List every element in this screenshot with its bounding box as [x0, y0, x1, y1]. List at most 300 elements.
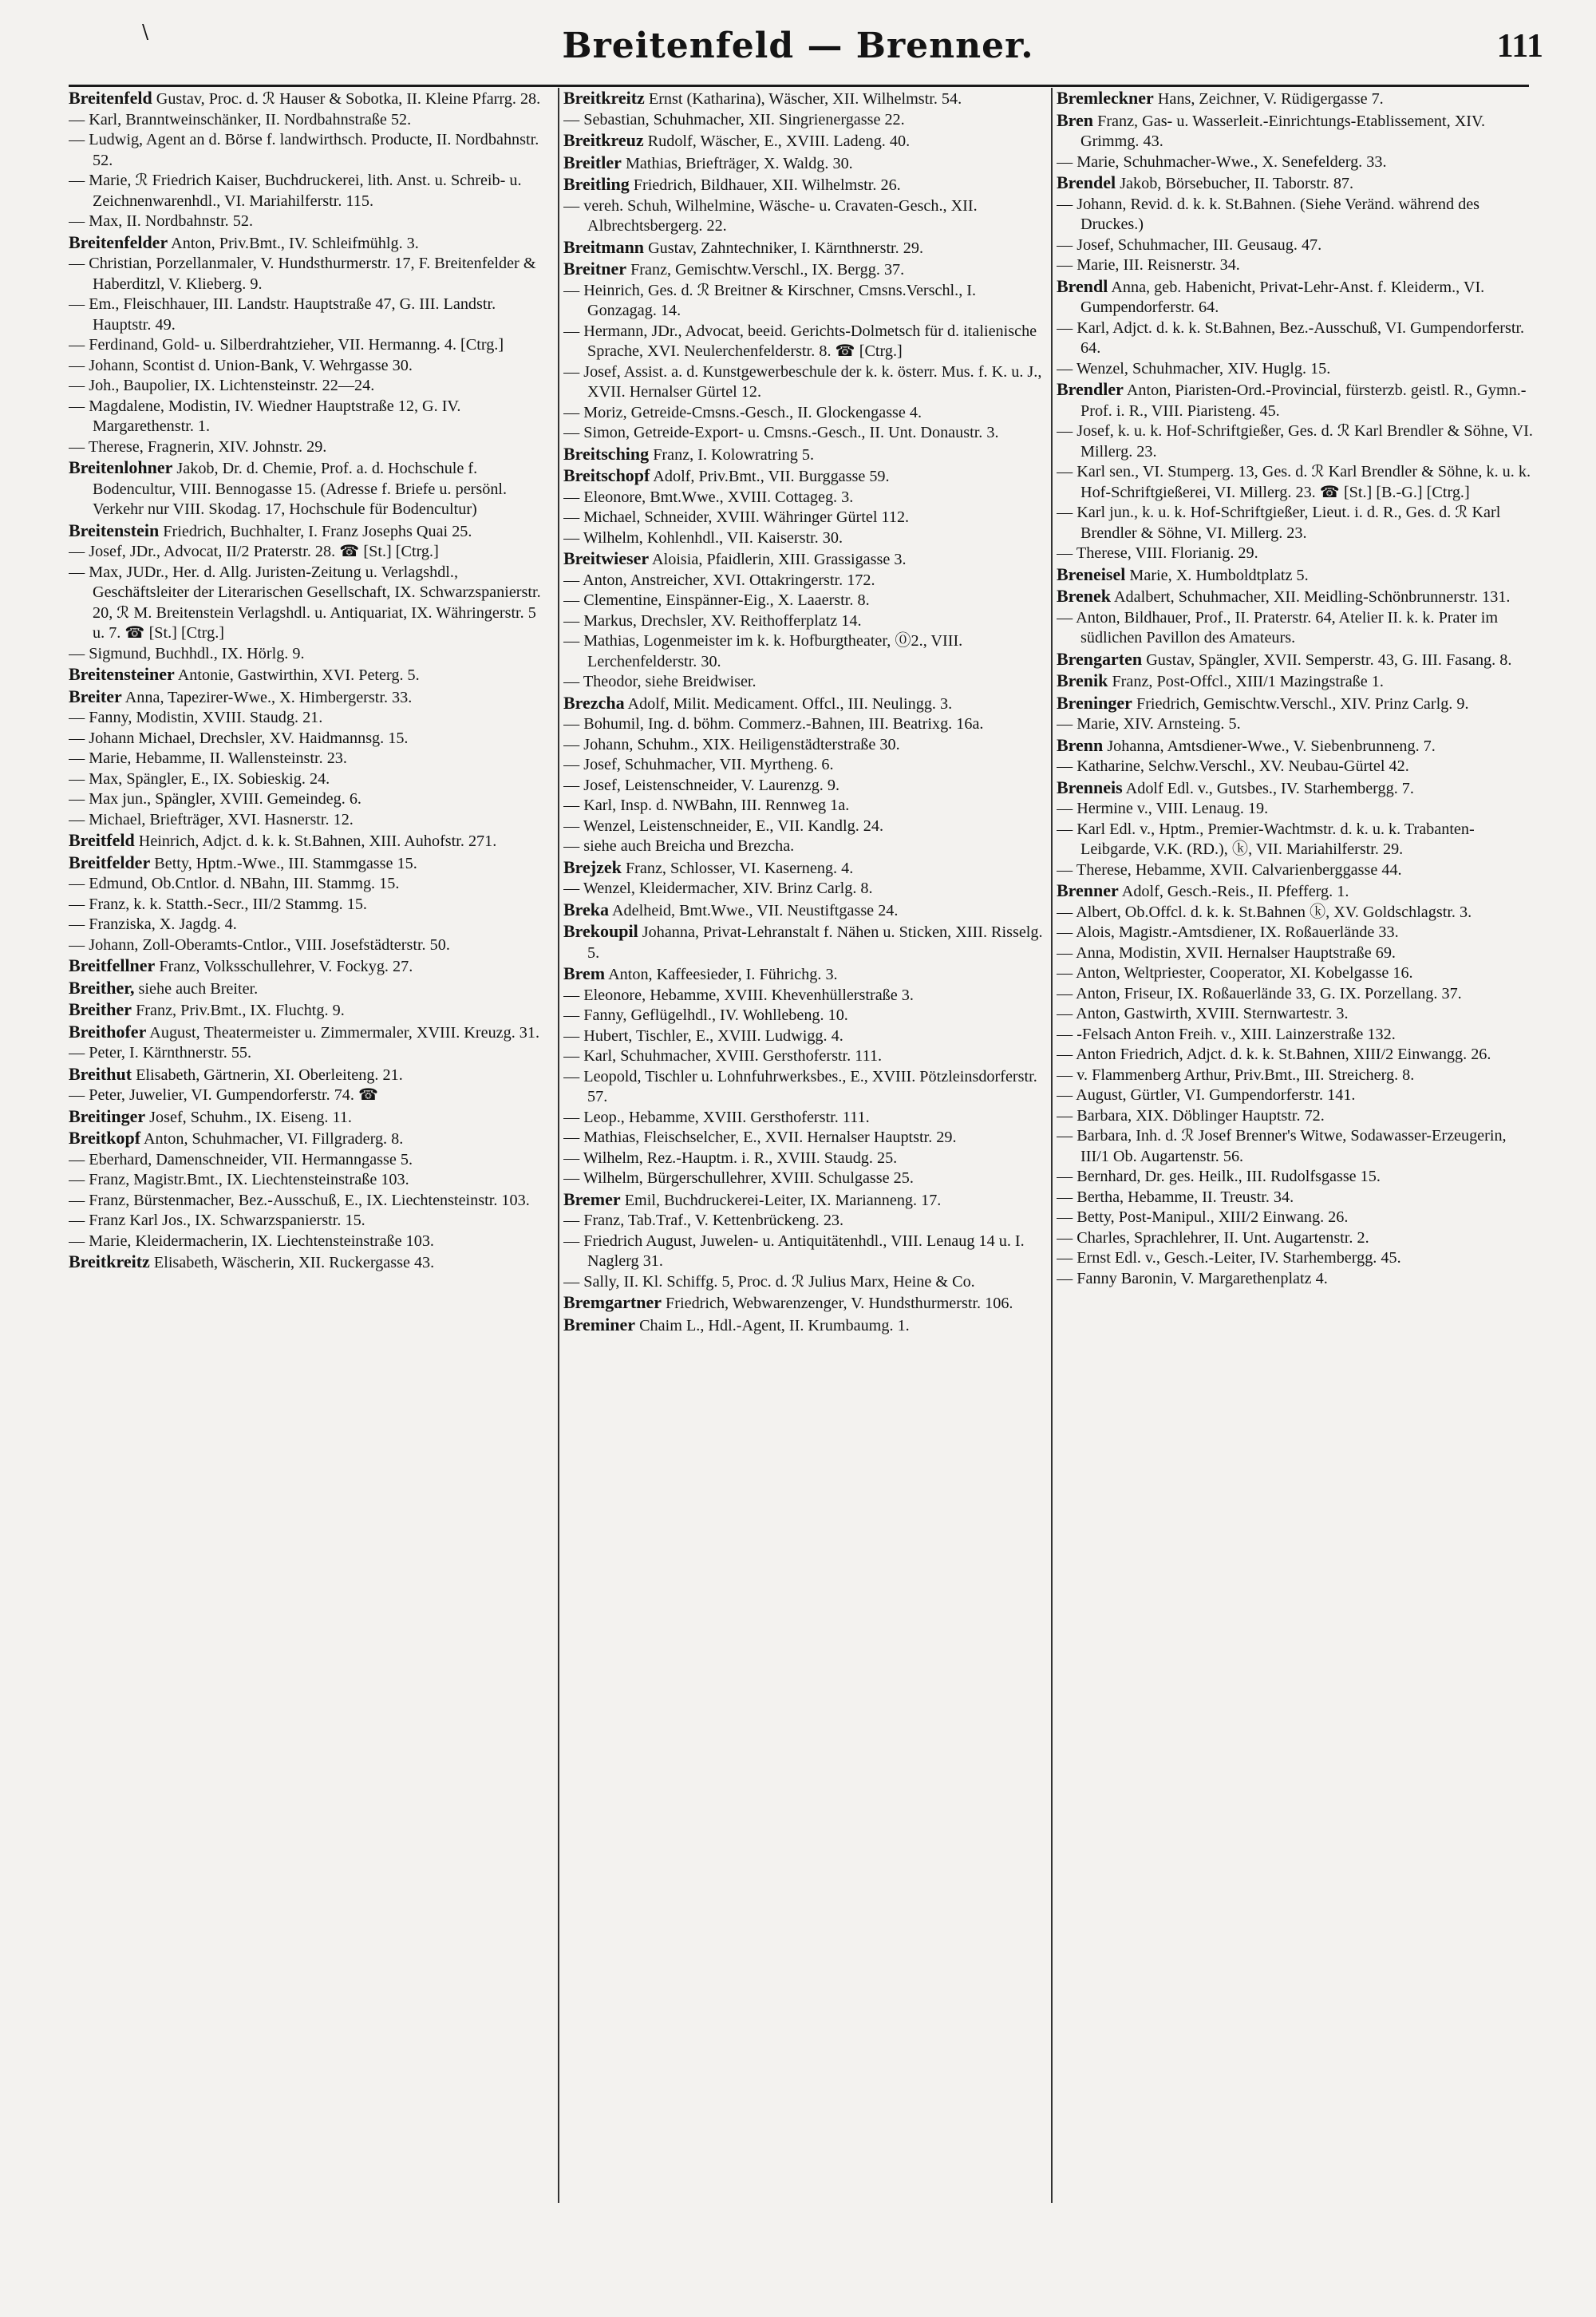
entry-surname: Breithut — [69, 1063, 132, 1084]
directory-entry — [69, 88, 549, 110]
entry-details: — Wilhelm, Bürgerschullehrer, XVIII. Schulgasse 25. — [563, 1169, 914, 1187]
entry-details: Friedrich, Bildhauer, XII. Wilhelmstr. 26. — [629, 176, 901, 194]
entry-details: — August, Gürtler, VI. Gumpendorferstr. 141. — [1057, 1086, 1356, 1104]
entry-details: — Karl jun., k. u. k. Hof-Schriftgießer, Lieut. i. d. R., Ges. d. ℛ Karl Brendler & Söhne, VI. Millerg. 23. — [1057, 504, 1501, 542]
entry-details: — Marie, Hebamme, II. Wallensteinstr. 23. — [69, 749, 347, 767]
directory-entry — [563, 281, 1044, 322]
entry-surname: Breitschopf — [563, 465, 650, 485]
entry-surname: Brenneis — [1057, 777, 1123, 797]
entry-details: Franz, Priv.Bmt., IX. Fluchtg. 9. — [132, 1002, 345, 1019]
directory-entry — [563, 528, 1044, 549]
entry-details: — Karl, Insp. d. NWBahn, III. Rennweg 1a. — [563, 797, 850, 814]
directory-entry — [1057, 1248, 1537, 1269]
directory-entry — [69, 563, 549, 644]
entry-surname: Breitmann — [563, 236, 645, 257]
directory-entry — [1057, 379, 1537, 421]
entry-details: — Heinrich, Ges. d. ℛ Breitner & Kirschner, Cmsns.Verschl., I. Gonzagag. 14. — [563, 281, 977, 319]
directory-entry — [1057, 586, 1537, 608]
directory-entry — [69, 830, 549, 852]
entry-details: Adolf, Milit. Medicament. Offcl., III. Neulingg. 3. — [624, 694, 953, 713]
entry-details: Johanna, Amtsdiener-Wwe., V. Siebenbrunneng. 7. — [1103, 737, 1436, 755]
entry-surname: Breitenlohner — [69, 457, 173, 477]
entry-details: — Marie, ℛ Friedrich Kaiser, Buchdruckerei, lith. Anst. u. Schreib- u. Zeichnenwarenhdl., VI. Mariahilferstr. 115. — [69, 172, 522, 210]
directory-entry — [1057, 943, 1537, 964]
entry-details: — Clementine, Einspänner-Eig., X. Laaerstr. 8. — [563, 591, 870, 609]
directory-entry — [1057, 359, 1537, 380]
entry-details: — Albert, Ob.Offcl. d. k. k. St.Bahnen ⓚ, XV. Goldschlagstr. 3. — [1057, 903, 1472, 921]
entry-details: — Anton, Anstreicher, XVI. Ottakringerstr. 172. — [563, 571, 875, 589]
directory-entry — [1057, 544, 1537, 564]
entry-surname: Breithofer — [69, 1021, 147, 1042]
directory-entry — [1057, 860, 1537, 881]
directory-entry — [69, 295, 549, 335]
directory-entry — [563, 322, 1044, 362]
directory-entry — [563, 986, 1044, 1006]
entry-details: Ernst (Katharina), Wäscher, XII. Wilhelmstr. 54. — [644, 90, 962, 108]
entry-details: Franz, Gemischtw.Verschl., IX. Bergg. 37. — [626, 261, 905, 279]
directory-entry — [1057, 1066, 1537, 1086]
directory-entry — [563, 174, 1044, 196]
entry-details: Adalbert, Schuhmacher, XII. Meidling-Schönbrunnerstr. 131. — [1111, 588, 1511, 606]
entry-details: Adolf, Gesch.-Reis., II. Pfefferg. 1. — [1118, 883, 1349, 900]
entry-details: — Johann Michael, Drechsler, XV. Haidmannsg. 15. — [69, 729, 409, 747]
directory-entry — [69, 1170, 549, 1191]
directory-entry — [69, 356, 549, 377]
directory-entry — [1057, 714, 1537, 735]
entry-details: Johanna, Privat-Lehranstalt f. Nähen u. Sticken, XIII. Risselg. 5. — [587, 923, 1043, 962]
entry-details: — Franziska, X. Jagdg. 4. — [69, 915, 237, 933]
entry-details: — Therese, Fragnerin, XIV. Johnstr. 29. — [69, 437, 327, 456]
directory-entry — [1057, 670, 1537, 693]
entry-details: Anna, geb. Habenicht, Privat-Lehr-Anst. f. Kleiderm., VI. Gumpendorferstr. 64. — [1080, 278, 1485, 316]
entry-surname: Brenek — [1057, 586, 1112, 606]
directory-entry — [1057, 608, 1537, 649]
entry-details: — Johann, Revid. d. k. k. St.Bahnen. (Siehe Veränd. während des Druckes.) — [1057, 195, 1480, 233]
entry-details: — Anna, Modistin, XVII. Hernalser Hauptstraße 69. — [1057, 943, 1396, 962]
directory-entry — [563, 1189, 1044, 1212]
entry-surname: Brengarten — [1057, 648, 1143, 669]
entry-surname: Breitwieser — [563, 548, 650, 568]
directory-entry — [563, 362, 1044, 403]
entry-surname: Breiter — [69, 686, 122, 706]
directory-entry — [1057, 1106, 1537, 1127]
directory-entry — [563, 735, 1044, 756]
directory-entry — [563, 237, 1044, 259]
entry-surname: Brezcha — [563, 692, 625, 713]
column-divider — [1051, 88, 1053, 2203]
directory-entry — [563, 1067, 1044, 1108]
directory-column-3 — [1057, 88, 1537, 2203]
entry-details: — Theodor, siehe Breidwiser. — [563, 673, 757, 690]
entry-surname: Brendl — [1057, 275, 1108, 296]
entry-details: — -Felsach Anton Freih. v., XIII. Lainzerstraße 132. — [1057, 1025, 1396, 1043]
directory-entry — [69, 874, 549, 895]
entry-details: — Hermine v., VIII. Lenaug. 19. — [1057, 800, 1269, 817]
directory-entry — [69, 810, 549, 831]
entry-details: Antonie, Gastwirthin, XVI. Peterg. 5. — [174, 666, 420, 684]
entry-surname: Breitling — [563, 174, 630, 194]
entry-surname: Breitfellner — [69, 955, 156, 975]
directory-entry — [1057, 1188, 1537, 1208]
directory-entry — [563, 465, 1044, 488]
entry-surname: Breitensteiner — [69, 664, 175, 684]
directory-entry — [1057, 777, 1537, 800]
directory-entry — [69, 1232, 549, 1252]
entry-surname: Bremleckner — [1057, 88, 1154, 108]
entry-details: — Leop., Hebamme, XVIII. Gersthoferstr. 111. — [563, 1108, 870, 1126]
entry-details: — Therese, Hebamme, XVII. Calvarienberggasse 44. — [1057, 860, 1402, 879]
directory-entry — [563, 591, 1044, 611]
directory-entry — [1057, 880, 1537, 903]
entry-details: Marie, X. Humboldtplatz 5. — [1125, 566, 1309, 584]
directory-entry — [69, 1128, 549, 1150]
running-header — [0, 21, 1596, 77]
entry-surname: Brekoupil — [563, 921, 638, 941]
entry-surname: Breka — [563, 899, 610, 919]
directory-entry — [563, 548, 1044, 571]
directory-entry — [563, 796, 1044, 816]
directory-entry — [563, 88, 1044, 110]
directory-entry — [1057, 88, 1537, 110]
entry-surname: Breminer — [563, 1314, 636, 1334]
directory-entry — [563, 672, 1044, 693]
directory-entry — [1057, 1004, 1537, 1025]
directory-entry — [69, 335, 549, 356]
entry-details: — Wenzel, Kleidermacher, XIV. Brinz Carlg. 8. — [563, 880, 873, 897]
entry-details: Anton, Priv.Bmt., IV. Schleifmühlg. 3. — [168, 234, 419, 252]
directory-entry — [69, 1043, 549, 1064]
entry-details: Adolf Edl. v., Gutsbes., IV. Starhembergg. 7. — [1122, 779, 1414, 797]
entry-details: — Franz, Tab.Traf., V. Kettenbrückeng. 23. — [563, 1212, 844, 1229]
entry-details: Franz, Schlosser, VI. Kaserneng. 4. — [621, 859, 854, 877]
directory-entry — [69, 457, 549, 520]
entry-details: Friedrich, Webwarenzenger, V. Hundsthurmerstr. 106. — [662, 1295, 1013, 1312]
entry-details: Anton, Piaristen-Ord.-Provincial, fürsterzb. geistl. R., Gymn.-Prof. i. R., VIII. Piaristeng. 45. — [1080, 382, 1527, 420]
directory-entry — [69, 644, 549, 665]
entry-surname: Breneisel — [1057, 563, 1126, 584]
directory-entry — [1057, 462, 1537, 503]
directory-entry — [69, 708, 549, 729]
entry-details: — Christian, Porzellanmaler, V. Hundsthurmerstr. 17, F. Breitenfelder & Haberditzl, V. Klieberg. 9. — [69, 255, 536, 293]
directory-entry — [1057, 820, 1537, 860]
entry-details: — Moriz, Getreide-Cmsns.-Gesch., II. Glockengasse 4. — [563, 403, 922, 421]
directory-entry — [563, 755, 1044, 776]
entry-details: — Karl sen., VI. Stumperg. 13, Ges. d. ℛ Karl Brendler & Söhne, k. u. k. Hof-Schriftgießerei, VI. Millerg. 23. ☎ [St.] [B.-G.] [Ctrg.] — [1057, 463, 1531, 501]
entry-details: — Franz, k. k. Statth.-Secr., III/2 Stammg. 15. — [69, 895, 367, 913]
entry-details: — Karl, Schuhmacher, XVIII. Gersthoferstr. 111. — [563, 1047, 883, 1065]
column-divider — [558, 88, 559, 2203]
entry-surname: Breninger — [1057, 692, 1132, 713]
directory-entry — [1057, 903, 1537, 923]
entry-surname: Brejzek — [563, 856, 622, 877]
entry-details: — Wilhelm, Rez.-Hauptm. i. R., XVIII. Staudg. 25. — [563, 1149, 898, 1167]
directory-entry — [1057, 1269, 1537, 1290]
entry-details: Emil, Buchdruckerei-Leiter, IX. Marianneng. 17. — [620, 1191, 942, 1209]
entry-details: Josef, Schuhm., IX. Eiseng. 11. — [145, 1108, 352, 1126]
entry-surname: Breitkreitz — [69, 1251, 150, 1271]
entry-details: Gustav, Zahntechniker, I. Kärnthnerstr. 29. — [644, 239, 923, 257]
directory-entry — [69, 542, 549, 563]
directory-entry — [563, 196, 1044, 237]
entry-surname: Brenik — [1057, 670, 1108, 690]
directory-entry — [563, 900, 1044, 922]
entry-details: Anton, Schuhmacher, VI. Fillgraderg. 8. — [140, 1130, 404, 1148]
directory-entry — [69, 789, 549, 810]
entry-details: — Karl, Adjct. d. k. k. St.Bahnen, Bez.-Ausschuß, VI. Gumpendorferstr. 64. — [1057, 318, 1525, 357]
directory-entry — [1057, 503, 1537, 544]
entry-details: — Barbara, XIX. Döblinger Hauptstr. 72. — [1057, 1106, 1325, 1125]
directory-entry — [1057, 1228, 1537, 1249]
entry-details: — Ferdinand, Gold- u. Silberdrahtzieher, VII. Hermanng. 4. [Ctrg.] — [69, 336, 504, 354]
entry-surname: Breitfeld — [69, 830, 135, 850]
directory-entry — [563, 1168, 1044, 1189]
entry-details: Adolf, Priv.Bmt., VII. Burggasse 59. — [650, 468, 890, 485]
entry-surname: Bren — [1057, 109, 1094, 130]
entry-details: — Karl, Branntweinschänker, II. Nordbahnstraße 52. — [69, 110, 412, 129]
directory-entry — [563, 1006, 1044, 1026]
entry-details: — Friedrich August, Juwelen- u. Antiquitätenhdl., VIII. Lenaug 14 u. I. Naglerg 31. — [563, 1232, 1025, 1270]
directory-entry — [1057, 276, 1537, 318]
entry-details: — Johann, Scontist d. Union-Bank, V. Wehrgasse 30. — [69, 356, 413, 374]
entry-surname: Brem — [563, 963, 606, 983]
entry-details: — Peter, I. Kärnthnerstr. 55. — [69, 1044, 252, 1062]
entry-details: — Franz, Bürstenmacher, Bez.-Ausschuß, E., IX. Liechtensteinstr. 103. — [69, 1191, 530, 1209]
directory-entry — [1057, 235, 1537, 256]
entry-details: — Therese, VIII. Florianig. 29. — [1057, 544, 1258, 562]
directory-entry — [69, 110, 549, 131]
directory-entry — [563, 403, 1044, 424]
directory-entry — [69, 749, 549, 769]
margin-mark: \ — [142, 21, 149, 43]
entry-details: — Mathias, Logenmeister im k. k. Hofburgtheater, ⓪2., VIII. Lerchenfelderstr. 30. — [563, 632, 963, 670]
directory-entry — [563, 488, 1044, 508]
entry-details: — Max, Spängler, E., IX. Sobieskig. 24. — [69, 769, 330, 788]
directory-entry — [69, 1064, 549, 1086]
directory-entry — [563, 714, 1044, 735]
entry-details: — Franz, Magistr.Bmt., IX. Liechtensteinstraße 103. — [69, 1171, 409, 1188]
entry-details: — Marie, Schuhmacher-Wwe., X. Senefelderg. 33. — [1057, 152, 1387, 171]
entry-surname: Brenn — [1057, 734, 1104, 755]
directory-entry — [563, 110, 1044, 131]
directory-entry — [69, 769, 549, 790]
directory-entry — [563, 444, 1044, 466]
directory-entry — [69, 686, 549, 709]
directory-entry — [69, 1106, 549, 1129]
entry-details: — Anton Friedrich, Adjct. d. k. k. St.Bahnen, XIII/2 Einwangg. 26. — [1057, 1046, 1491, 1063]
directory-entry — [563, 1292, 1044, 1315]
entry-surname: Breitsching — [563, 443, 650, 464]
directory-entry — [563, 1128, 1044, 1149]
entry-details: — Josef, Schuhmacher, III. Geusaug. 47. — [1057, 235, 1322, 254]
entry-details: — Betty, Post-Manipul., XIII/2 Einwang. 26. — [1057, 1208, 1349, 1226]
entry-details: — Eberhard, Damenschneider, VII. Hermanngasse 5. — [69, 1150, 413, 1168]
entry-details: Jakob, Dr. d. Chemie, Prof. a. d. Hochschule f. Bodencultur, VIII. Bennogasse 15. (Adresse f. Briefe u. persönl. Verkehr nur VIII. Skodag. 17, Hochschule für Bodencultur) — [93, 460, 508, 518]
entry-surname: Breitenfelder — [69, 231, 168, 252]
entry-surname: Breitner — [563, 259, 627, 279]
directory-entry — [69, 1150, 549, 1171]
entry-details: — Franz Karl Jos., IX. Schwarzspanierstr. 15. — [69, 1212, 365, 1229]
entry-details: — Anton, Gastwirth, XVIII. Sternwartestr. 3. — [1057, 1005, 1349, 1022]
entry-details: — Bertha, Hebamme, II. Treustr. 34. — [1057, 1188, 1294, 1206]
entry-details: — Marie, Kleidermacherin, IX. Liechtensteinstraße 103. — [69, 1232, 434, 1250]
entry-details: Elisabeth, Gärtnerin, XI. Oberleiteng. 21. — [132, 1066, 403, 1084]
entry-details: Friedrich, Gemischtw.Verschl., XIV. Prinz Carlg. 9. — [1132, 694, 1469, 713]
page-number: 111 — [1496, 28, 1543, 65]
directory-entry — [69, 232, 549, 255]
entry-surname: Breither, — [69, 977, 135, 998]
directory-entry — [1057, 963, 1537, 984]
entry-details: — Johann, Schuhm., XIX. Heiligenstädterstraße 30. — [563, 735, 900, 753]
entry-details: — Hermann, JDr., Advocat, beeid. Gerichts-Dolmetsch für d. italienische Sprache, XVI. Neulerchenfelderstr. 8. ☎ [Ctrg.] — [563, 322, 1037, 360]
directory-entry — [1057, 195, 1537, 235]
directory-entry — [1057, 255, 1537, 276]
entry-details: — Josef, Assist. a. d. Kunstgewerbeschule der k. k. österr. Mus. f. K. u. J., XVII. Hernalser Gürtel 12. — [563, 362, 1042, 401]
entry-details: — Max jun., Spängler, XVIII. Gemeindeg. 6. — [69, 790, 361, 808]
directory-entry — [1057, 735, 1537, 757]
directory-entry — [1057, 1208, 1537, 1228]
entry-details: Aloisia, Pfaidlerin, XIII. Grassigasse 3. — [649, 551, 907, 568]
entry-surname: Breitkreuz — [563, 130, 644, 150]
directory-entry — [1057, 1085, 1537, 1106]
directory-entry — [563, 836, 1044, 857]
directory-entry — [69, 1085, 549, 1106]
directory-column-2 — [563, 88, 1044, 2203]
entry-surname: Bremer — [563, 1188, 621, 1209]
directory-entry — [69, 1211, 549, 1232]
entry-details: — Magdalene, Modistin, IV. Wiedner Hauptstraße 12, G. IV. Margarethenstr. 1. — [69, 397, 461, 435]
directory-entry — [1057, 649, 1537, 671]
entry-details: — Ludwig, Agent an d. Börse f. landwirthsch. Producte, II. Nordbahnstr. 52. — [69, 131, 539, 169]
directory-entry — [563, 1211, 1044, 1232]
entry-details: — Edmund, Ob.Cntlor. d. NBahn, III. Stammg. 15. — [69, 875, 400, 892]
entry-details: Heinrich, Adjct. d. k. k. St.Bahnen, XIII. Auhofstr. 271. — [134, 832, 497, 850]
entry-details: — Fanny, Geflügelhdl., IV. Wohllebeng. 10. — [563, 1006, 848, 1024]
entry-surname: Brendler — [1057, 379, 1124, 399]
directory-entry — [1057, 984, 1537, 1005]
directory-entry — [563, 693, 1044, 715]
directory-entry — [69, 130, 549, 171]
directory-entry — [563, 571, 1044, 591]
entry-details: — Leopold, Tischler u. Lohnfuhrwerksbes., E., XVIII. Pötzleinsdorferstr. 57. — [563, 1067, 1037, 1105]
directory-entry — [69, 1022, 549, 1044]
entry-details: Anton, Kaffeesieder, I. Führichg. 3. — [605, 966, 838, 983]
directory-entry — [1057, 1045, 1537, 1066]
directory-entry — [563, 776, 1044, 797]
entry-details: Franz, Gas- u. Wasserleit.-Einrichtungs-Etablissement, XIV. Grimmg. 43. — [1080, 112, 1486, 150]
entry-details: Franz, Post-Offcl., XIII/1 Mazingstraße 1. — [1108, 673, 1384, 690]
entry-details: — Fanny Baronin, V. Margarethenplatz 4. — [1057, 1269, 1328, 1287]
entry-surname: Breitkreitz — [563, 88, 645, 108]
entry-details: — siehe auch Breicha und Brezcha. — [563, 837, 795, 855]
entry-details: — Michael, Schneider, XVIII. Währinger Gürtel 112. — [563, 508, 910, 526]
directory-entry — [1057, 757, 1537, 777]
entry-details: — Anton, Bildhauer, Prof., II. Praterstr. 64, Atelier II. k. k. Prater im südlichen Pavillon des Amateurs. — [1057, 608, 1499, 646]
directory-entry — [563, 130, 1044, 152]
directory-entry — [1057, 318, 1537, 359]
entry-details: — Ernst Edl. v., Gesch.-Leiter, IV. Starhembergg. 45. — [1057, 1249, 1401, 1267]
directory-entry — [563, 152, 1044, 175]
directory-entry — [563, 423, 1044, 444]
entry-details: Anna, Tapezirer-Wwe., X. Himbergerstr. 33. — [121, 688, 413, 706]
entry-details: — Joh., Baupolier, IX. Lichtensteinstr. 22—24. — [69, 377, 375, 394]
entry-details: — Anton, Friseur, IX. Roßauerlände 33, G. IX. Porzellang. 37. — [1057, 984, 1462, 1002]
entry-details: — Sally, II. Kl. Schiffg. 5, Proc. d. ℛ Julius Marx, Heine & Co. — [563, 1272, 975, 1291]
entry-details: — Josef, k. u. k. Hof-Schriftgießer, Ges. d. ℛ Karl Brendler & Söhne, VI. Millerg. 23. — [1057, 422, 1533, 461]
entry-surname: Bremgartner — [563, 1292, 662, 1312]
directory-entry — [563, 611, 1044, 632]
entry-details: — Barbara, Inh. d. ℛ Josef Brenner's Witwe, Sodawasser-Erzeugerin, III/1 Ob. Augartenstr. 56. — [1057, 1127, 1507, 1165]
entry-details: Friedrich, Buchhalter, I. Franz Josephs Quai 25. — [159, 522, 472, 540]
directory-column-1 — [69, 88, 549, 2203]
entry-details: — Marie, XIV. Arnsteing. 5. — [1057, 715, 1241, 733]
directory-entry — [563, 1149, 1044, 1169]
directory-entry — [1057, 693, 1537, 715]
directory-entry — [1057, 564, 1537, 587]
entry-details: — Sigmund, Buchhdl., IX. Hörlg. 9. — [69, 644, 305, 662]
directory-entry — [69, 397, 549, 437]
entry-details: — Mathias, Fleischselcher, E., XVII. Hernalser Hauptstr. 29. — [563, 1129, 957, 1146]
entry-details: — Em., Fleischhauer, III. Landstr. Hauptstraße 47, G. III. Landstr. Hauptstr. 49. — [69, 295, 496, 334]
directory-entry — [563, 816, 1044, 837]
directory-entry — [563, 963, 1044, 986]
entry-details: — Alois, Magistr.-Amtsdiener, IX. Roßauerlände 33. — [1057, 923, 1399, 941]
directory-entry — [69, 254, 549, 295]
entry-details: — Max, II. Nordbahnstr. 52. — [69, 212, 254, 230]
directory-entry — [563, 1026, 1044, 1047]
header-rule — [69, 85, 1529, 87]
entry-details: Gustav, Spängler, XVII. Semperstr. 43, G. III. Fasang. 8. — [1142, 650, 1512, 669]
entry-details: — Bernhard, Dr. ges. Heilk., III. Rudolfsgasse 15. — [1057, 1168, 1381, 1185]
entry-details: — v. Flammenberg Arthur, Priv.Bmt., III. Streicherg. 8. — [1057, 1066, 1415, 1084]
entry-details: — Wenzel, Leistenschneider, E., VII. Kandlg. 24. — [563, 816, 884, 835]
directory-entry — [563, 1315, 1044, 1337]
entry-surname: Brendel — [1057, 172, 1116, 192]
entry-details: — Marie, III. Reisnerstr. 34. — [1057, 256, 1240, 274]
directory-entry — [1057, 1126, 1537, 1167]
entry-surname: Breither — [69, 999, 132, 1019]
directory-entry — [69, 1191, 549, 1212]
entry-details: — Wilhelm, Kohlenhdl., VII. Kaiserstr. 30. — [563, 528, 843, 547]
entry-details: — Karl Edl. v., Hptm., Premier-Wachtmstr. d. k. u. k. Trabanten-Leibgarde, V.K. (RD.), ⓚ, VII. Mariahilferstr. 29. — [1057, 820, 1475, 858]
entry-details: Gustav, Proc. d. ℛ Hauser & Sobotka, II. Kleine Pfarrg. 28. — [152, 90, 541, 108]
entry-details: — Josef, Schuhmacher, VII. Myrtheng. 6. — [563, 756, 834, 773]
directory-entry — [563, 508, 1044, 528]
entry-details: — Charles, Sprachlehrer, II. Unt. Augartenstr. 2. — [1057, 1228, 1369, 1247]
directory-entry — [1057, 421, 1537, 462]
directory-entry — [69, 729, 549, 749]
directory-entry — [563, 921, 1044, 963]
directory-entry — [69, 935, 549, 956]
entry-surname: Breitenstein — [69, 520, 160, 540]
directory-entry — [1057, 1025, 1537, 1046]
directory-entry — [69, 520, 549, 543]
entry-details: — Josef, JDr., Advocat, II/2 Praterstr. 28. ☎ [St.] [Ctrg.] — [69, 543, 439, 560]
entry-details: Chaim L., Hdl.-Agent, II. Krumbaumg. 1. — [635, 1316, 910, 1334]
entry-details: Franz, Volksschullehrer, V. Fockyg. 27. — [155, 958, 413, 975]
entry-details: Hans, Zeichner, V. Rüdigergasse 7. — [1153, 90, 1384, 108]
directory-entry — [69, 171, 549, 212]
directory-entry — [69, 915, 549, 935]
entry-details: — Fanny, Modistin, XVIII. Staudg. 21. — [69, 709, 323, 726]
entry-surname: Breitfelder — [69, 852, 151, 872]
directory-entry — [1057, 923, 1537, 943]
directory-entry — [69, 376, 549, 397]
entry-details: Mathias, Briefträger, X. Waldg. 30. — [621, 154, 853, 172]
directory-entry — [69, 212, 549, 232]
directory-entry — [1057, 152, 1537, 173]
entry-surname: Breitenfeld — [69, 88, 152, 108]
directory-entry — [563, 879, 1044, 900]
